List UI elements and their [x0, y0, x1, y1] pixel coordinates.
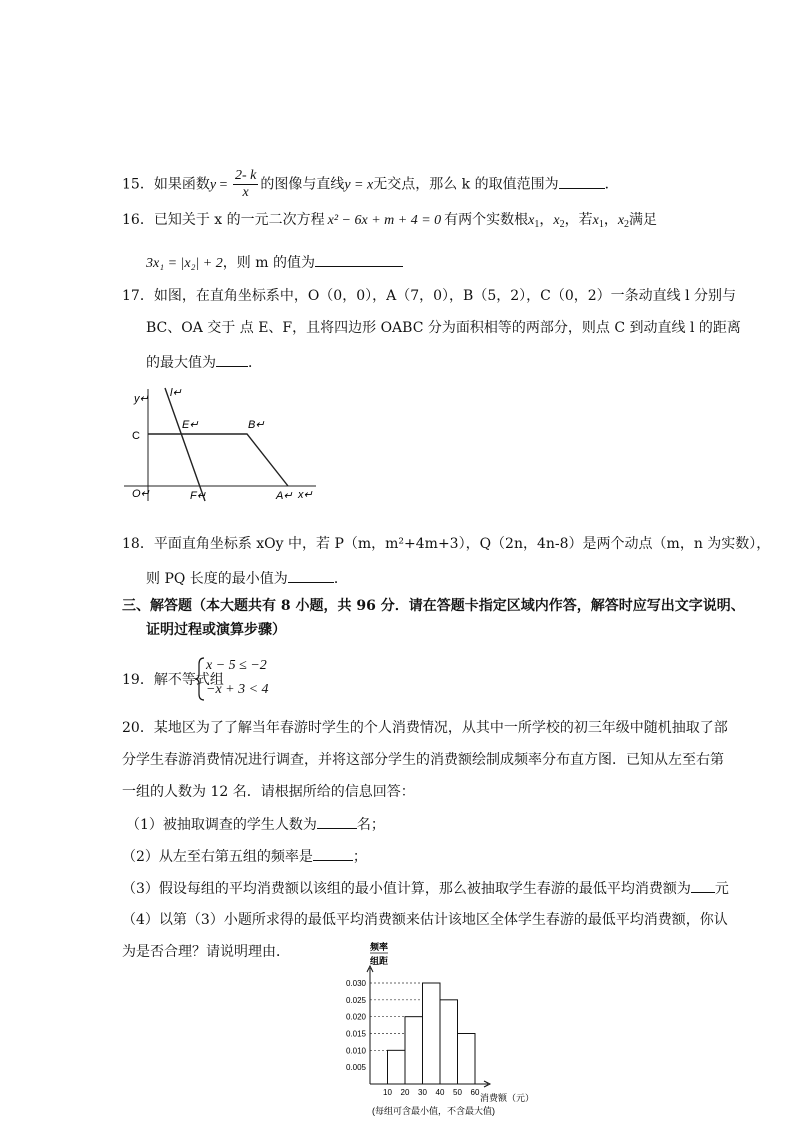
- point-A-label: A↵: [276, 490, 293, 502]
- subscript: 2: [559, 219, 565, 230]
- subscript: 1: [598, 219, 604, 230]
- punctuation: ，: [539, 212, 554, 228]
- fraction: [233, 168, 258, 201]
- line-l-label: l↵: [170, 387, 182, 399]
- punctuation: ；: [352, 849, 367, 865]
- question-text: 有两个实数根: [444, 212, 529, 228]
- answer-blank[interactable]: [315, 252, 403, 267]
- subscript: 2: [624, 219, 630, 230]
- figure-17: [120, 383, 320, 508]
- y-label-top: 频率: [370, 942, 389, 952]
- math-equation: x² − 6x + m + 4 = 0: [327, 213, 442, 228]
- question-20-part1: [126, 814, 385, 835]
- x-tick-label: 30: [418, 1088, 427, 1097]
- brace-icon: [194, 656, 206, 702]
- question-text: ，若: [564, 212, 593, 228]
- answer-blank[interactable]: [313, 846, 353, 861]
- question-number: 16．: [122, 212, 154, 228]
- question-20-part3: [122, 878, 729, 899]
- question-16-line2: [146, 252, 403, 274]
- histogram-bars: [388, 983, 476, 1084]
- y-axis-label: y↵: [134, 393, 149, 405]
- quadrilateral-outline: [148, 434, 288, 486]
- point-E-label: E↵: [182, 419, 199, 431]
- question-20-line1: 20．某地区为了了解当年春游时学生的个人消费情况，从其中一所学校的初三年级中随机抽取了部: [122, 720, 728, 736]
- section-heading-line1: 三、解答题（本大题共有 8 小题，共 96 分．请在答题卡指定区域内作答，解答时应写出文字说明、: [122, 598, 745, 614]
- question-17-line2: BC、OA 交于 点 E、F，且将四边形 OABC 分为面积相等的两部分，则点 C 到动直线 l 的距离: [146, 320, 741, 336]
- histogram-bar: [388, 1050, 406, 1084]
- point-B-label: B↵: [248, 419, 265, 431]
- question-number: 15．: [122, 176, 154, 193]
- question-16: [122, 210, 657, 235]
- point-F-label: F↵: [190, 490, 206, 502]
- punctuation: ，: [603, 212, 618, 228]
- question-17-line3: [146, 352, 262, 373]
- x-tick-label: 50: [453, 1088, 462, 1097]
- x-tick-label: 20: [400, 1088, 410, 1097]
- question-20-line2: 分学生春游消费情况进行调查，并将这部分学生的消费额绘制成频率分布直方图．已知从左至右第: [122, 752, 724, 768]
- question-17-line1: 17．如图，在直角坐标系中，O（0，0），A（7，0），B（5，2），C（0，2）一条动直线 l 分别与: [122, 288, 737, 304]
- histogram-bar: [405, 1017, 423, 1084]
- subscript: 1: [534, 219, 540, 230]
- math-var: y: [209, 177, 217, 193]
- line-l: [165, 388, 205, 501]
- y-tick-label: 0.015: [345, 1029, 366, 1039]
- y-tick-label: 0.020: [345, 1012, 366, 1022]
- question-text: 满足: [629, 212, 658, 228]
- answer-blank[interactable]: [216, 352, 248, 367]
- question-20-part2: [122, 846, 367, 867]
- y-tick-label: 0.010: [345, 1046, 366, 1056]
- question-19: 19．解不等式组: [122, 672, 224, 688]
- question-20-line3: 一组的人数为 12 名．请根据所给的信息回答：: [122, 784, 415, 800]
- answer-blank[interactable]: [691, 878, 715, 893]
- answer-blank[interactable]: [317, 814, 357, 829]
- answer-blank[interactable]: [559, 174, 605, 189]
- histogram-chart: [320, 938, 560, 1118]
- question-text: 如果函数: [153, 176, 210, 193]
- histogram-bar: [423, 983, 441, 1084]
- point-C-label: C: [132, 430, 140, 442]
- x-tick-label: 40: [435, 1088, 445, 1097]
- y-tick-label: 0.025: [345, 995, 366, 1005]
- question-15: [122, 168, 619, 201]
- question-18-line1: 18．平面直角坐标系 xOy 中，若 P（m，m²+4m+3），Q（2n，4n-8）是两个动点（m，n 为实数），: [122, 536, 771, 552]
- question-18-line2: [146, 568, 348, 589]
- y-tick-label: 0.030: [345, 979, 366, 988]
- histogram-bar: [458, 1034, 476, 1085]
- question-text: ，则 m 的值为: [222, 255, 315, 271]
- x-axis-label: x↵: [298, 489, 313, 501]
- x-tick-label: 60: [470, 1088, 480, 1097]
- punctuation: 名；: [356, 817, 385, 833]
- question-text: 则 PQ 长度的最小值为: [146, 571, 288, 587]
- question-text: （2）从左至右第五组的频率是: [122, 849, 313, 865]
- inequality-2: −x + 3 < 4: [206, 682, 269, 697]
- answer-blank[interactable]: [288, 568, 334, 583]
- histogram-bar: [440, 1000, 458, 1084]
- question-text: 的最大值为: [146, 355, 216, 371]
- math-condition: 3x₁ = |x₂| + 2: [146, 256, 223, 271]
- question-text: 无交点，那么 k 的取值范围为: [373, 176, 559, 193]
- punctuation: 元: [714, 881, 729, 897]
- question-20-part4: （4）以第（3）小题所求得的最低平均消费额来估计该地区全体学生春游的最低平均消费额，你认: [122, 912, 728, 928]
- point-O-label: O↵: [132, 488, 150, 500]
- fraction-numerator: 2- k: [234, 168, 257, 183]
- x-axis-label: 消费额（元）: [480, 1093, 535, 1103]
- punctuation: ．: [248, 355, 262, 371]
- math-op: =: [216, 177, 231, 193]
- question-text: （1）被抽取调查的学生人数为: [126, 817, 317, 833]
- fraction-denominator: x: [242, 185, 249, 200]
- math-var: x: [592, 213, 599, 228]
- math-expression: y = x: [344, 177, 374, 193]
- question-text: 已知关于 x 的一元二次方程: [153, 212, 325, 228]
- section-heading-line2: 证明过程或演算步骤）: [146, 622, 286, 638]
- question-text: （3）假设每组的平均消费额以该组的最小值计算，那么被抽取学生春游的最低平均消费额为: [122, 881, 691, 897]
- question-text: 的图像与直线: [260, 176, 345, 193]
- chart-note: (每组可含最小值，不含最大值): [372, 1106, 495, 1116]
- y-tick-label: 0.005: [345, 1063, 366, 1073]
- x-tick-label: 10: [383, 1088, 392, 1097]
- math-var: x: [528, 213, 535, 228]
- y-label-bottom: 组距: [370, 956, 389, 966]
- inequality-1: x − 5 ≤ −2: [206, 658, 267, 673]
- punctuation: ．: [604, 176, 619, 193]
- math-var: x: [617, 213, 625, 228]
- math-var: x: [553, 213, 560, 228]
- punctuation: ．: [333, 571, 348, 587]
- question-20-part4b: 为是否合理？请说明理由．: [122, 944, 290, 960]
